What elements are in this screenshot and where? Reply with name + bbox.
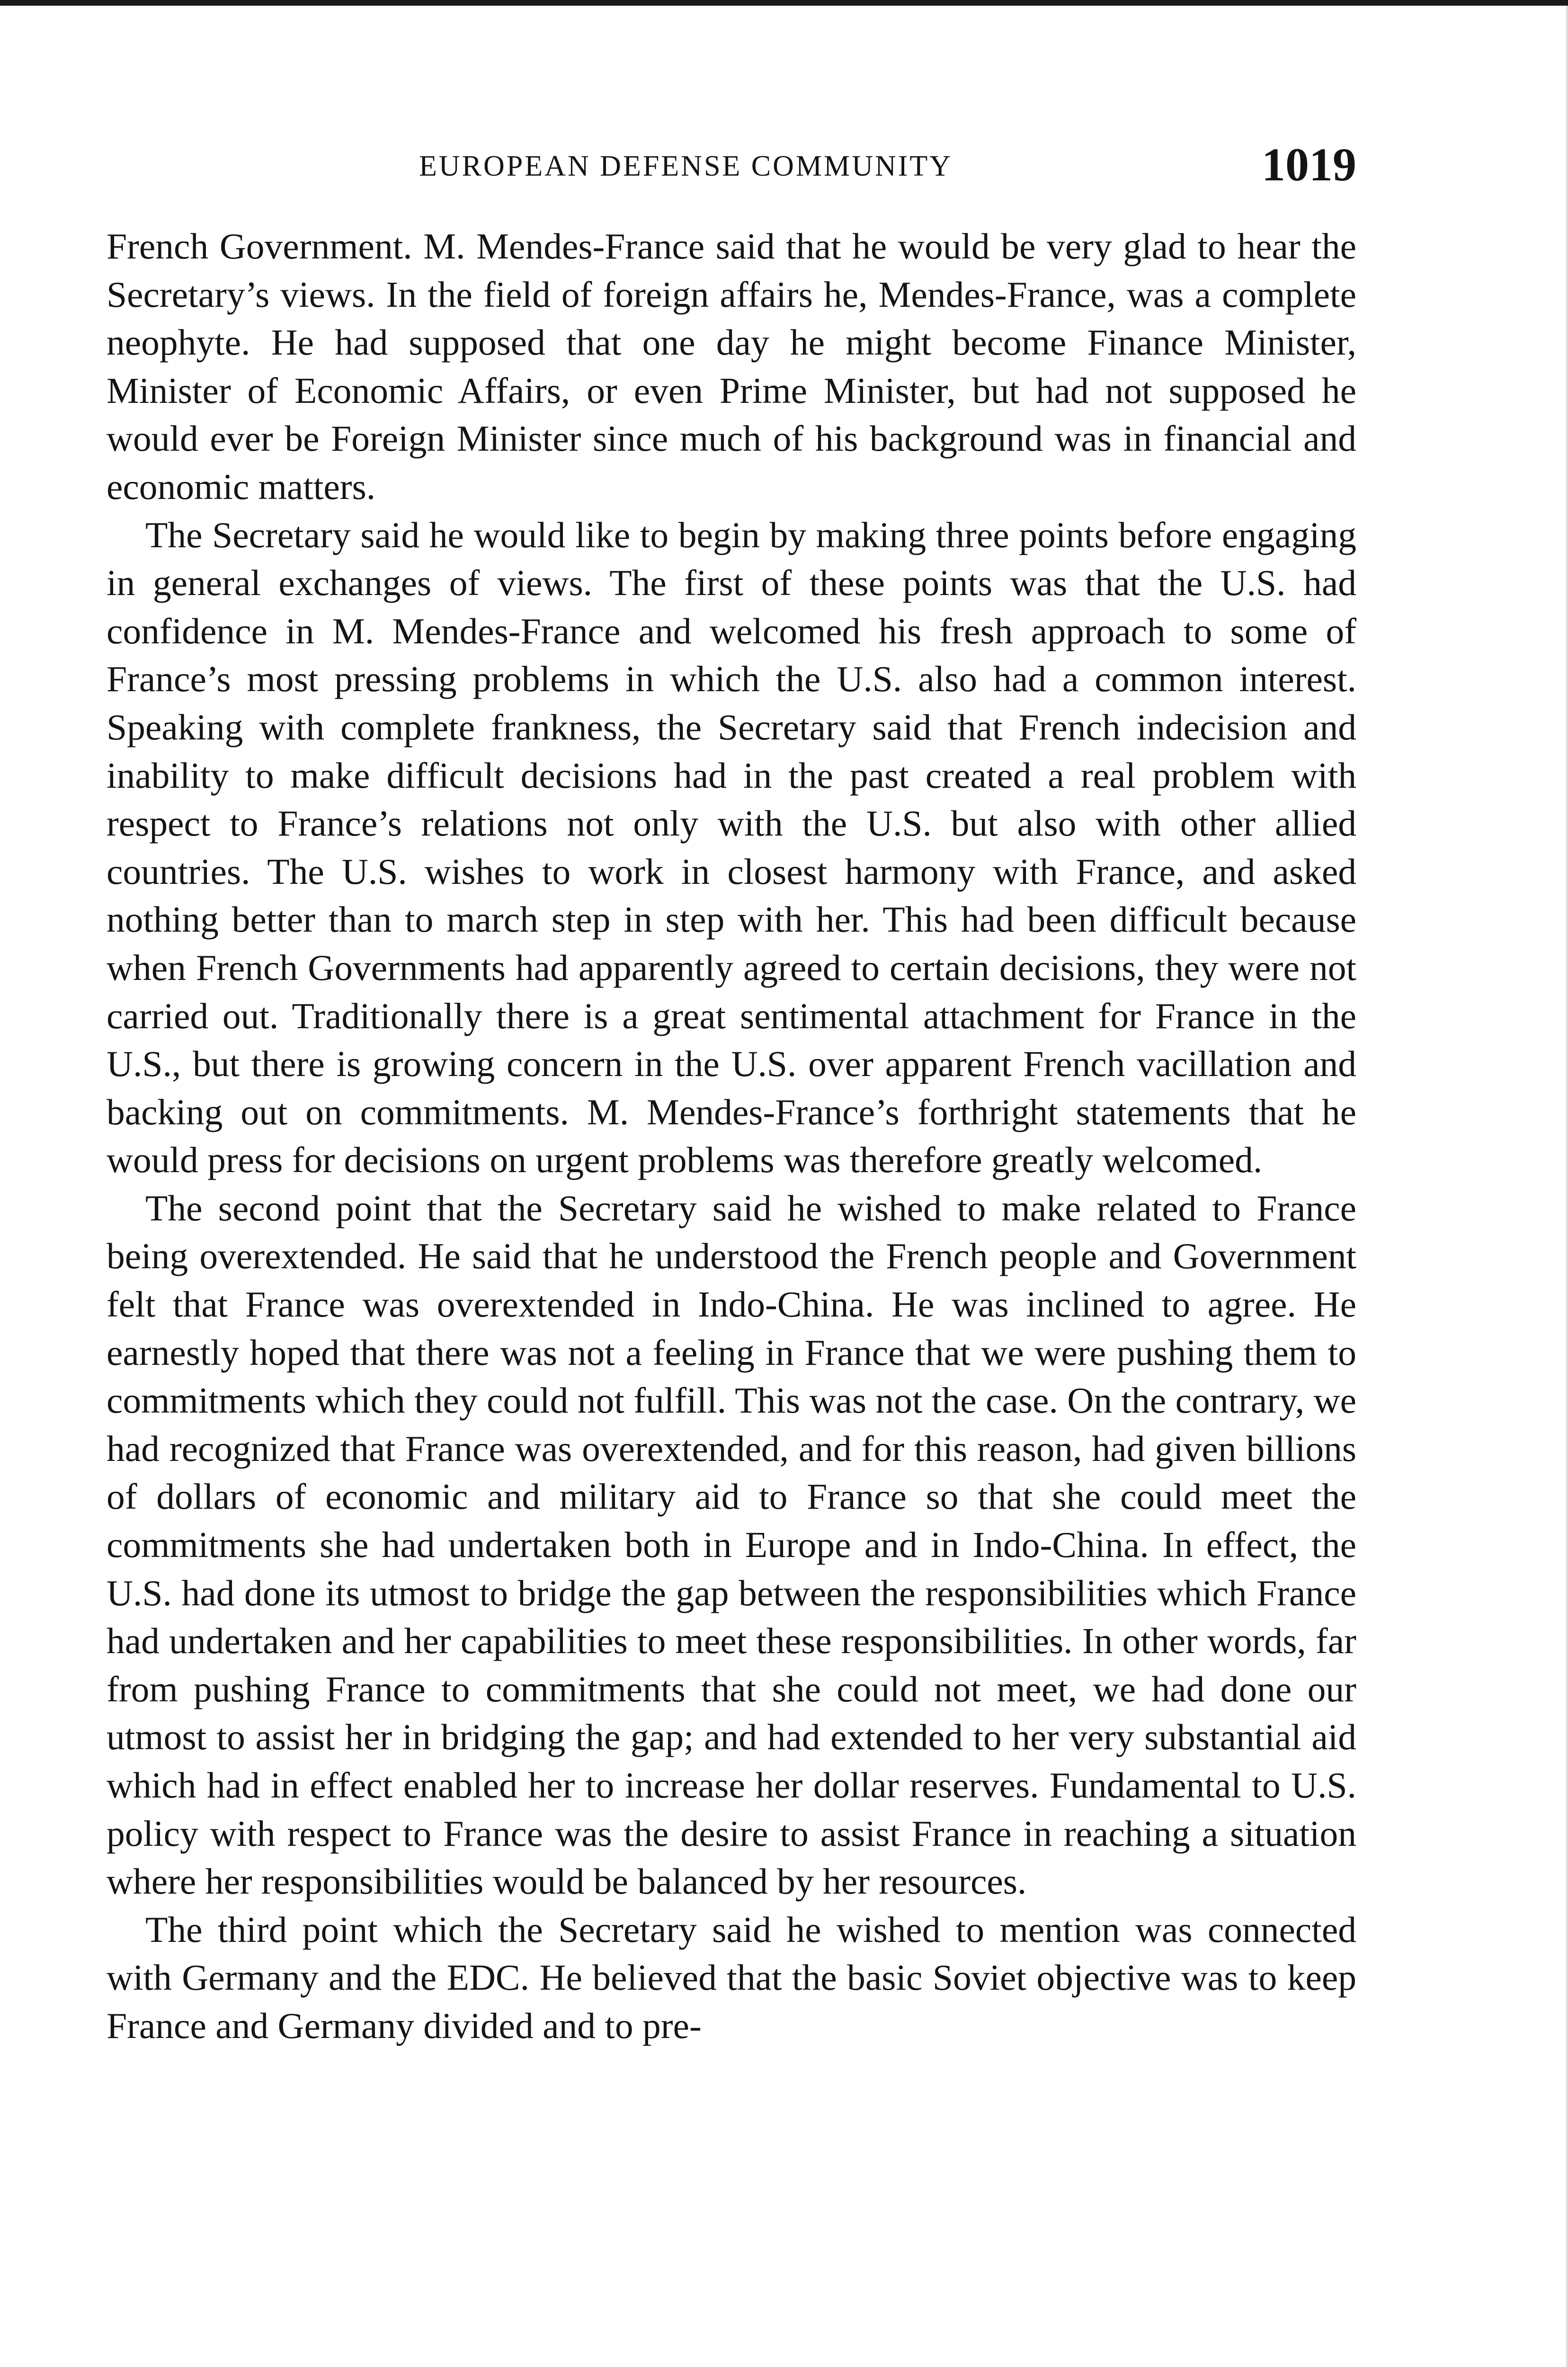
page-number: 1019 [1262,138,1356,191]
body-text [107,222,1356,2050]
page-top-rule [0,0,1568,6]
page-right-edge [1565,6,1568,2367]
paragraph-continued: French Government. M. Mendes-France said that he would be very glad to hear the Secretary’s views. In the field of foreign affairs he, Mendes-France, was a complete neophyte. He had supposed that one day he might become Finance Minister, Minister of Economic Affairs, or even Prime Minister, but had not supposed he would ever be Foreign Minister since much of his background was in financial and economic matters. [107,226,1356,507]
paragraph-third-point: The third point which the Secretary said he wished to mention was connected with Germany and the EDC. He believed that the basic Soviet objective was to keep France and Germany divided and to pre- [107,1909,1356,2046]
paragraph-first-point: The Secretary said he would like to begin by making three points before engaging in general exchanges of views. The first of these points was that the U.S. had confidence in M. Mendes-France and welcomed his fresh approach to some of France’s most pressing problems in which the U.S. also had a common interest. Speaking with complete frankness, the Secretary said that French indecision and inability to make difficult decisions had in the past created a real problem with respect to France’s relations not only with the U.S. but also with other allied countries. The U.S. wishes to work in closest harmony with France, and asked nothing better than to march step in step with her. This had been difficult because when French Governments had apparently agreed to certain decisions, they were not carried out. Traditionally there is a great sentimental attachment for France in the U.S., but there is growing concern in the U.S. over apparent French vacillation and backing out on commitments. M. Mendes-France’s forthright statements that he would press for decisions on urgent problems was therefore greatly welcomed. [107,514,1356,1181]
page-header [107,137,1356,208]
paragraph-second-point: The second point that the Secretary said he wished to make related to France being overextended. He said that he understood the French people and Government felt that France was overextended in Indo-China. He was inclined to agree. He earnestly hoped that there was not a feeling in France that we were pushing them to commitments which they could not fulfill. This was not the case. On the contrary, we had recognized that France was overextended, and for this reason, had given billions of dollars of economic and military aid to France so that she could meet the commitments she had undertaken both in Europe and in Indo-China. In effect, the U.S. had done its utmost to bridge the gap between the responsibilities which France had undertaken and her capabilities to meet these responsibilities. In other words, far from pushing France to commitments that she could not meet, we had done our utmost to assist her in bridging the gap; and had extended to her very substantial aid which had in effect enabled her to increase her dollar reserves. Fundamental to U.S. policy with respect to France was the desire to assist France in reaching a situation where her responsibilities would be balanced by her resources. [107,1187,1356,1902]
running-head: EUROPEAN DEFENSE COMMUNITY [419,150,953,182]
